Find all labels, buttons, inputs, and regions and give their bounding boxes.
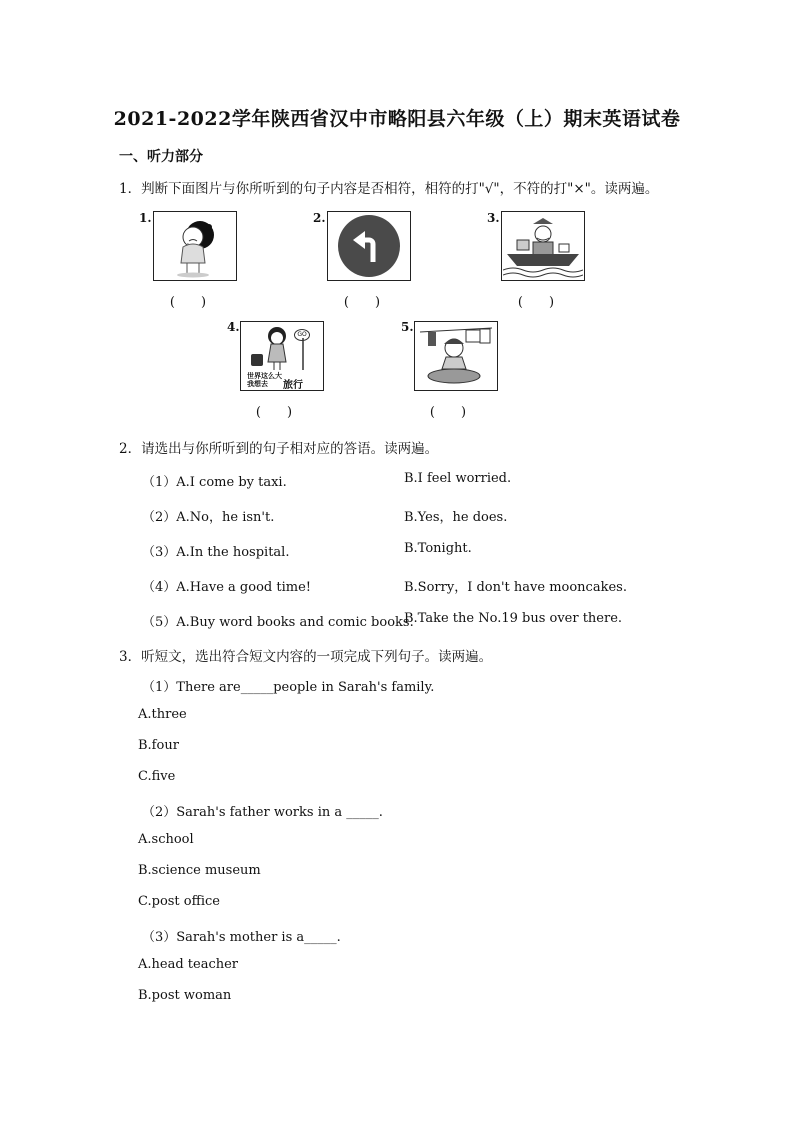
q2-row-4-option-b[interactable]: B.Sorry，I don't have mooncakes.: [404, 580, 627, 595]
item-5-picture: [414, 321, 498, 391]
q2-row-4-option-a[interactable]: （4）A.Have a good time!: [142, 580, 311, 595]
q2-row-3-option-a[interactable]: （3）A.In the hospital.: [142, 545, 290, 560]
q3-2-stem: （2）Sarah's father works in a _____.: [142, 805, 383, 820]
q2-row-5-option-b[interactable]: B.Take the No.19 bus over there.: [404, 611, 623, 626]
item-1-answer-blank[interactable]: ( ): [169, 295, 207, 310]
item-2-number: 2.: [313, 211, 326, 225]
travel-caption-small: 世界这么大 我想去: [247, 372, 282, 388]
item-5-answer-blank[interactable]: ( ): [429, 405, 467, 420]
item-5-number: 5.: [401, 320, 414, 334]
page-title: 2021-2022学年陕西省汉中市略阳县六年级（上）期末英语试卷: [113, 108, 681, 130]
q3-1-stem: （1）There are_____people in Sarah's family.: [142, 680, 435, 695]
question-3-instruction: 3．听短文，选出符合短文内容的一项完成下列句子。读两遍。: [119, 649, 493, 665]
item-1-picture: [153, 211, 237, 281]
q3-1-option-b[interactable]: B.four: [138, 738, 179, 753]
q2-row-1-option-a[interactable]: （1）A.I come by taxi.: [142, 475, 287, 490]
item-1-number: 1.: [139, 211, 152, 225]
item-2-answer-blank[interactable]: ( ): [343, 295, 381, 310]
q3-2-option-a[interactable]: A.school: [138, 832, 194, 847]
item-4-number: 4.: [227, 320, 240, 334]
q3-3-option-a[interactable]: A.head teacher: [138, 957, 239, 972]
q3-3-stem: （3）Sarah's mother is a_____.: [142, 930, 341, 945]
item-4-answer-blank[interactable]: ( ): [255, 405, 293, 420]
signpost-label: GO: [294, 329, 310, 341]
crying-girl-icon: [165, 213, 225, 279]
item-3-picture: [501, 211, 585, 281]
q3-1-option-a[interactable]: A.three: [138, 707, 187, 722]
turn-left-sign-icon: [338, 215, 400, 277]
girl-travel-icon: [245, 324, 321, 372]
q2-row-3-option-b[interactable]: B.Tonight.: [404, 541, 472, 556]
q2-row-2-option-b[interactable]: B.Yes，he does.: [404, 510, 508, 525]
item-3-answer-blank[interactable]: ( ): [517, 295, 555, 310]
q2-row-5-option-a[interactable]: （5）A.Buy word books and comic books.: [142, 615, 414, 630]
fisherman-boat-icon: [503, 214, 583, 278]
travel-caption-big: 旅行: [283, 380, 303, 391]
q2-row-2-option-a[interactable]: （2）A.No，he isn't.: [142, 510, 275, 525]
question-2-instruction: 2．请选出与你所听到的句子相对应的答语。读两遍。: [119, 441, 439, 457]
section-heading: 一、听力部分: [119, 149, 203, 165]
item-4-picture: [240, 321, 324, 391]
girl-washing-clothes-icon: [416, 324, 496, 388]
q3-3-option-b[interactable]: B.post woman: [138, 988, 232, 1003]
item-3-number: 3.: [487, 211, 500, 225]
q3-2-option-c[interactable]: C.post office: [138, 894, 220, 909]
item-2-picture: [327, 211, 411, 281]
q3-1-option-c[interactable]: C.five: [138, 769, 176, 784]
question-1-instruction: 1．判断下面图片与你所听到的句子内容是否相符，相符的打"√"，不符的打"×"。读两遍。: [119, 181, 659, 197]
q3-2-option-b[interactable]: B.science museum: [138, 863, 261, 878]
q2-row-1-option-b[interactable]: B.I feel worried.: [404, 471, 512, 486]
